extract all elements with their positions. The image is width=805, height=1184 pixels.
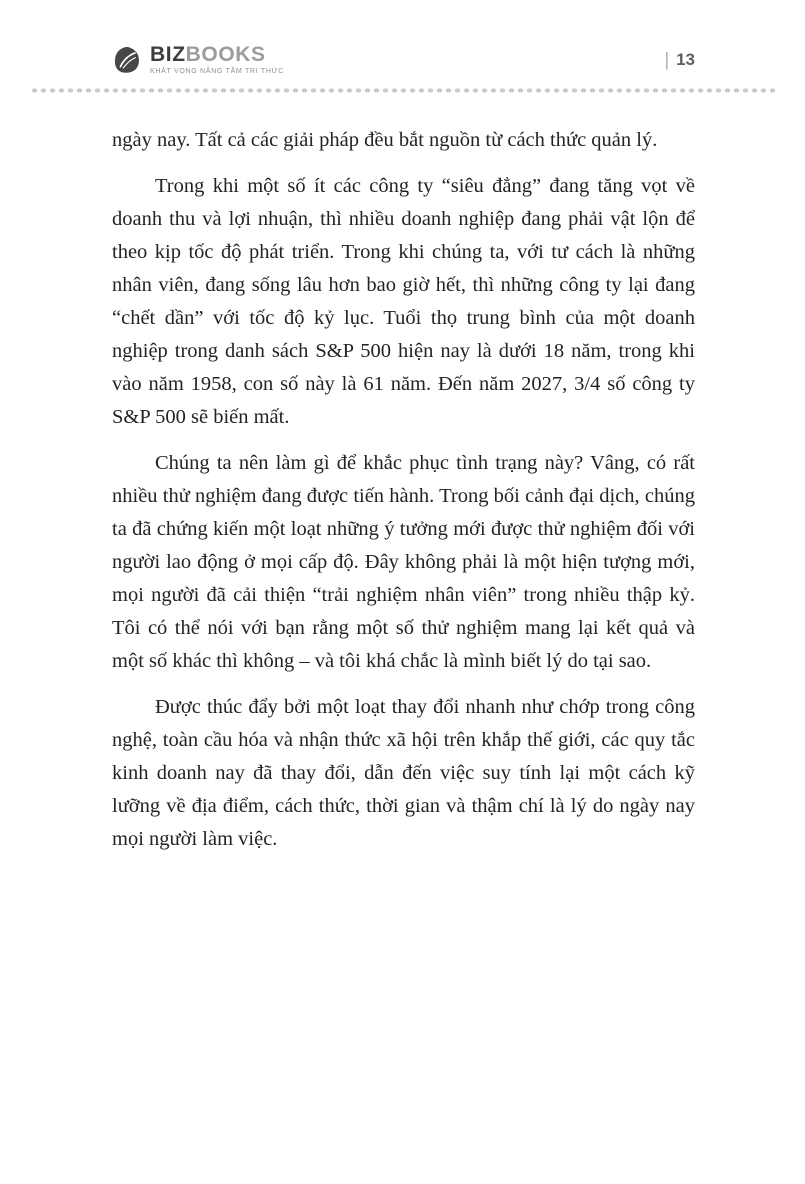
page-number xyxy=(665,50,695,70)
paragraph: ngày nay. Tất cả các giải pháp đều bắt nguồn từ cách thức quản lý. xyxy=(112,129,658,151)
brand-biz: BIZ xyxy=(150,43,186,66)
logo-text xyxy=(150,44,284,75)
paragraph: Được thúc đẩy bởi một loạt thay đổi nhanh như chớp trong công nghệ, toàn cầu hóa và nhận thức xã hội trên khắp thế giới, các quy tắc kinh doanh nay đã thay đổi, dẫn đến việc suy tính lại một cách kỹ lưỡng về địa điểm, cách thức, thời gian và thậm chí là lý do ngày nay mọi người làm việc. xyxy=(112,696,695,850)
paragraph: Chúng ta nên làm gì để khắc phục tình trạng này? Vâng, có rất nhiều thử nghiệm đang được tiến hành. Trong bối cảnh đại dịch, chúng ta đã chứng kiến một loạt những ý tưởng mới được thử nghiệm đối với người lao động ở mọi cấp độ. Đây không phải là một hiện tượng mới, mọi người đã cải thiện “trải nghiệm nhân viên” trong nhiều thập kỷ. Tôi có thể nói với bạn rằng một số thử nghiệm mang lại kết quả và một số khác thì không – và tôi khá chắc là mình biết lý do tại sao. xyxy=(112,452,695,672)
page-number-separator: | xyxy=(664,48,670,70)
logo-tagline: KHÁT VỌNG NÂNG TẦM TRI THỨC xyxy=(150,68,285,75)
page-header xyxy=(0,0,805,75)
chain-divider xyxy=(30,87,775,94)
page-number-value: 13 xyxy=(676,49,695,69)
brand-wordmark xyxy=(150,44,284,65)
paragraph: Trong khi một số ít các công ty “siêu đẳng” đang tăng vọt về doanh thu và lợi nhuận, thì nhiều doanh nghiệp đang phải vật lộn để theo kịp tốc độ phát triển. Trong khi chúng ta, với tư cách là những nhân viên, đang sống lâu hơn bao giờ hết, thì những công ty lại đang “chết dần” với tốc độ kỷ lục. Tuổi thọ trung bình của một doanh nghiệp trong danh sách S&P 500 hiện nay là dưới 18 năm, trong khi vào năm 1958, con số này là 61 năm. Đến năm 2027, 3/4 số công ty S&P 500 sẽ biến mất. xyxy=(112,175,695,428)
brand-books: BOOKS xyxy=(185,43,266,66)
bizbooks-leaf-icon xyxy=(112,45,142,75)
bizbooks-logo xyxy=(112,44,284,75)
page-content xyxy=(0,94,805,856)
